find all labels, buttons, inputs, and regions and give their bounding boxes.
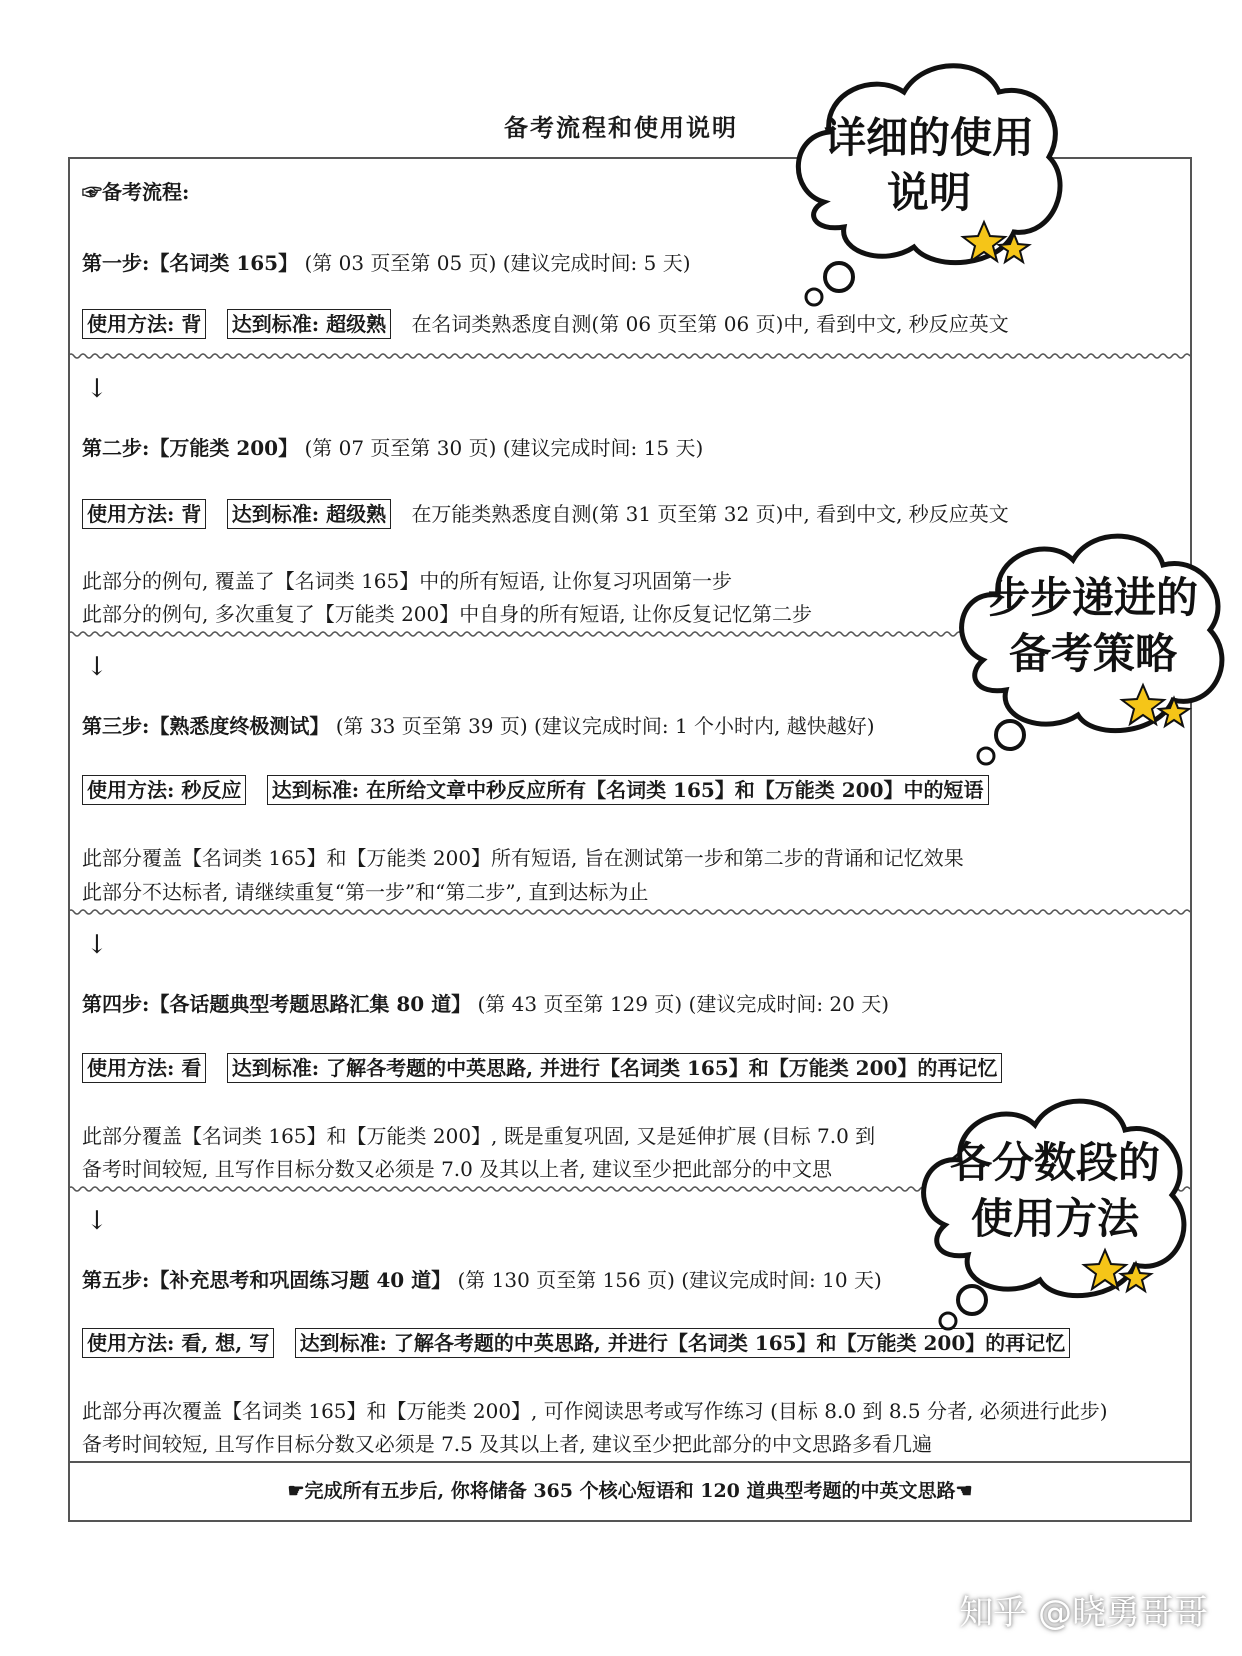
step-3-time: (建议完成时间: 1 个小时内, 越快越好) — [534, 714, 875, 738]
step-2-note-2: 此部分的例句, 多次重复了【万能类 200】中自身的所有短语, 让你反复记忆第二步 — [82, 602, 812, 626]
callout-cloud-usage — [784, 52, 1074, 307]
step-4-usage — [82, 1053, 1002, 1083]
arrow-down: ↓ — [86, 930, 108, 960]
cloud-tail-bubble — [978, 748, 994, 764]
step-5-method: 使用方法: 看, 想, 写 — [82, 1328, 274, 1358]
step-1-standard: 达到标准: 超级熟 — [227, 309, 391, 339]
callout-cloud-strategy — [948, 520, 1238, 770]
step-5-label: 第五步:【补充思考和巩固练习题 40 道】 — [82, 1268, 452, 1292]
wave-divider — [68, 352, 1192, 360]
page-title: 备考流程和使用说明 — [504, 113, 738, 142]
step-2-usage — [82, 498, 1009, 529]
section-header: ☞备考流程: — [82, 180, 190, 204]
cloud-2-line-2: 备考策略 — [1008, 629, 1178, 678]
step-5-note-2: 备考时间较短, 且写作目标分数又必须是 7.5 及其以上者, 建议至少把此部分的中文思路多看几遍 — [82, 1432, 932, 1456]
arrow-down: ↓ — [86, 652, 108, 682]
step-5-heading — [82, 1264, 882, 1293]
footer-summary: ☛完成所有五步后, 你将储备 365 个核心短语和 120 道典型考题的中英文思路☚ — [287, 1480, 973, 1502]
cloud-tail-bubble — [996, 721, 1024, 749]
step-1-pages: (第 03 页至第 05 页) — [304, 251, 497, 275]
step-4-standard: 达到标准: 了解各考题的中英思路, 并进行【名词类 165】和【万能类 200】的再记忆 — [227, 1053, 1003, 1083]
step-2-standard-note: 在万能类熟悉度自测(第 31 页至第 32 页)中, 看到中文, 秒反应英文 — [411, 502, 1009, 526]
step-5-standard: 达到标准: 了解各考题的中英思路, 并进行【名词类 165】和【万能类 200】的再记忆 — [295, 1328, 1071, 1358]
step-3-method: 使用方法: 秒反应 — [82, 775, 246, 805]
step-3-label: 第三步:【熟悉度终极测试】 — [82, 714, 330, 738]
step-1-label: 第一步:【名词类 165】 — [82, 251, 299, 275]
step-4-pages: (第 43 页至第 129 页) — [477, 992, 683, 1016]
step-1-usage — [82, 308, 1009, 339]
step-4-label: 第四步:【各话题典型考题思路汇集 80 道】 — [82, 992, 472, 1016]
callout-cloud-score-bands — [910, 1085, 1200, 1335]
step-2-method: 使用方法: 背 — [82, 499, 206, 529]
cloud-tail-bubble — [806, 289, 822, 305]
step-2-time: (建议完成时间: 15 天) — [502, 436, 704, 460]
step-1-time: (建议完成时间: 5 天) — [502, 251, 691, 275]
step-3-note-2: 此部分不达标者, 请继续重复“第一步”和“第二步”, 直到达标为止 — [82, 880, 649, 904]
step-2-label: 第二步:【万能类 200】 — [82, 436, 299, 460]
cloud-1-line-1: 详细的使用 — [823, 113, 1035, 162]
step-4-note-2: 备考时间较短, 且写作目标分数又必须是 7.0 及其以上者, 建议至少把此部分的中文思 — [82, 1157, 832, 1181]
step-1-method: 使用方法: 背 — [82, 309, 206, 339]
cloud-tail-bubble — [958, 1286, 986, 1314]
step-5-time: (建议完成时间: 10 天) — [681, 1268, 882, 1292]
arrow-down: ↓ — [86, 374, 108, 404]
step-4-method: 使用方法: 看 — [82, 1053, 206, 1083]
cloud-tail-bubble — [940, 1313, 956, 1329]
cloud-3-line-2: 使用方法 — [970, 1194, 1140, 1243]
step-3-note-1: 此部分覆盖【名词类 165】和【万能类 200】所有短语, 旨在测试第一步和第二步的背诵和记忆效果 — [82, 846, 964, 870]
step-4-note-1: 此部分覆盖【名词类 165】和【万能类 200】, 既是重复巩固, 又是延伸扩展 (目标 7.0 到 — [82, 1124, 876, 1148]
step-2-heading — [82, 432, 703, 461]
step-1-heading — [82, 247, 691, 276]
step-2-standard: 达到标准: 超级熟 — [227, 499, 391, 529]
step-2-pages: (第 07 页至第 30 页) — [304, 436, 497, 460]
cloud-tail-bubble — [825, 263, 853, 291]
step-3-standard: 达到标准: 在所给文章中秒反应所有【名词类 165】和【万能类 200】中的短语 — [267, 775, 989, 805]
step-4-heading — [82, 988, 889, 1017]
step-5-pages: (第 130 页至第 156 页) — [457, 1268, 675, 1292]
step-5-note-1: 此部分再次覆盖【名词类 165】和【万能类 200】, 可作阅读思考或写作练习 (目标 8.0 到 8.5 分者, 必须进行此步) — [82, 1399, 1108, 1423]
step-2-note-1: 此部分的例句, 覆盖了【名词类 165】中的所有短语, 让你复习巩固第一步 — [82, 569, 732, 593]
watermark: 知乎 @晓勇哥哥 — [959, 1593, 1208, 1633]
step-3-pages: (第 33 页至第 39 页) — [335, 714, 528, 738]
wave-divider — [68, 908, 1192, 916]
arrow-down: ↓ — [86, 1206, 108, 1236]
cloud-3-line-1: 各分数段的 — [949, 1138, 1161, 1187]
step-3-heading — [82, 710, 875, 739]
cloud-2-line-1: 步步递进的 — [987, 573, 1199, 622]
footer-divider — [68, 1461, 1192, 1463]
cloud-1-line-2: 说明 — [886, 168, 972, 217]
step-3-usage — [82, 775, 989, 805]
cloud-shape — [798, 66, 1060, 263]
step-1-standard-note: 在名词类熟悉度自测(第 06 页至第 06 页)中, 看到中文, 秒反应英文 — [411, 312, 1009, 336]
step-4-time: (建议完成时间: 20 天) — [688, 992, 890, 1016]
